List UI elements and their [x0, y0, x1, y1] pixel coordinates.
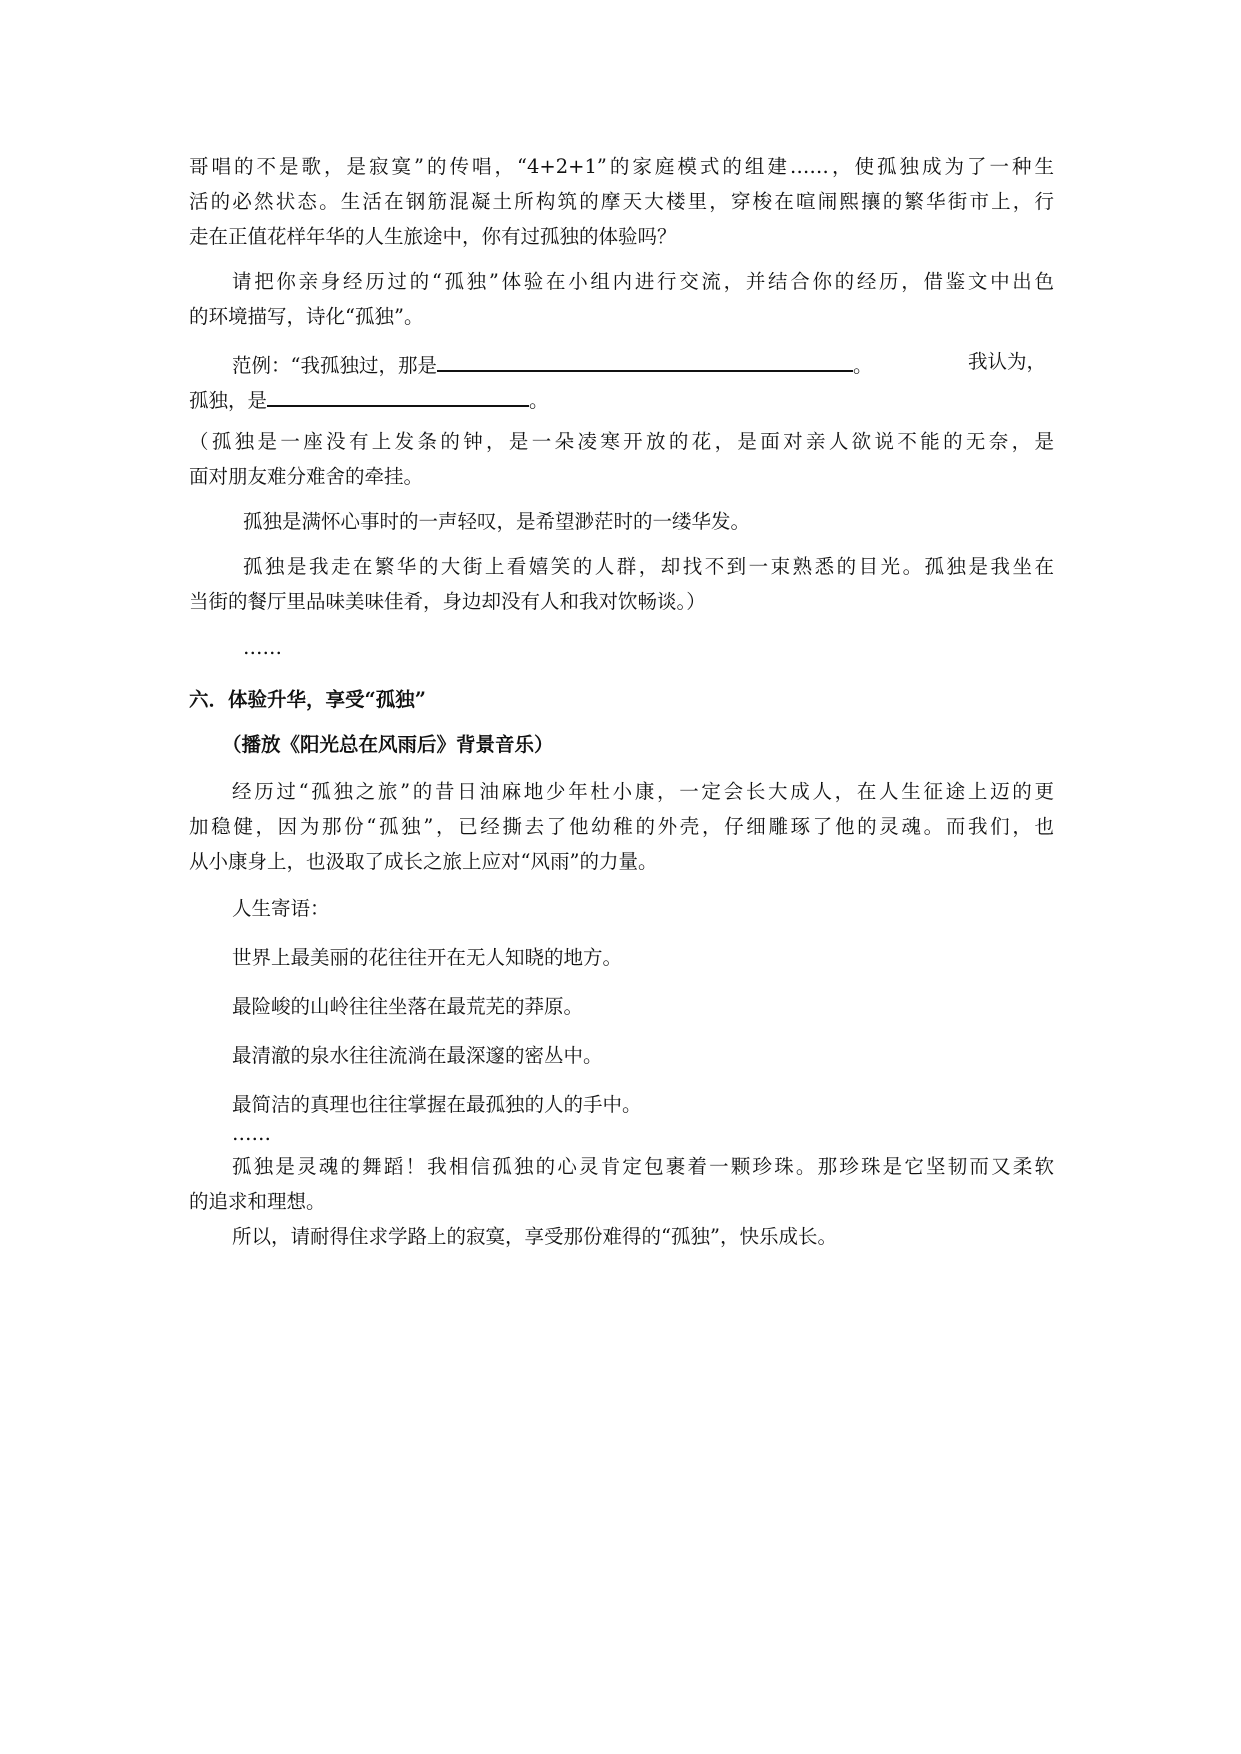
section5-ellipsis: ……: [243, 636, 282, 659]
example-blank-2[interactable]: [267, 385, 529, 407]
sample3-line-2: 当街的餐厅里品味美味佳肴，身边却没有人和我对饮畅谈。）: [189, 590, 706, 613]
motto-4: 最简洁的真理也往往掌握在最孤独的人的手中。: [232, 1093, 642, 1116]
closing-line-3: 所以，请耐得住求学路上的寂寞，享受那份难得的“孤独”，快乐成长。: [232, 1225, 837, 1248]
example-l2-prefix: 孤独，是: [189, 389, 268, 412]
example-think: 我认为，: [968, 350, 1047, 373]
para1-line-3: 从小康身上，也汲取了成长之旅上应对“风雨”的力量。: [189, 850, 658, 873]
section6-heading: 六．体验升华，享受“孤独”: [189, 688, 426, 711]
motto-label: 人生寄语：: [232, 897, 330, 920]
example-blank-1[interactable]: [437, 350, 853, 372]
section6-ellipsis: ……: [232, 1122, 271, 1145]
example-mid: 。: [852, 354, 873, 377]
closing-line-1: 孤独是灵魂的舞蹈！我相信孤独的心灵肯定包裹着一颗珍珠。那珍珠是它坚韧而又柔软: [232, 1155, 1054, 1178]
example-end: 。: [529, 389, 549, 412]
sample1-line-2: 面对朋友难分难舍的牵挂。: [189, 465, 424, 488]
music-note: （播放《阳光总在风雨后》背景音乐）: [222, 733, 554, 756]
para1-line-1: 经历过“孤独之旅”的昔日油麻地少年杜小康，一定会长大成人，在人生征途上迈的更: [232, 780, 1054, 803]
motto-1: 世界上最美丽的花往往开在无人知晓的地方。: [232, 946, 623, 969]
intro-line-1: 哥唱的不是歌，是寂寞”的传唱，“4+2+1”的家庭模式的组建……，使孤独成为了一种生: [189, 155, 1054, 178]
task-line-2: 的环境描写，诗化“孤独”。: [189, 305, 424, 328]
example-line-1: [232, 350, 873, 378]
sample2-line: 孤独是满怀心事时的一声轻叹，是希望渺茫时的一缕华发。: [243, 510, 751, 533]
sample1-line-1: （孤独是一座没有上发条的钟，是一朵凌寒开放的花，是面对亲人欲说不能的无奈，是: [189, 430, 1054, 453]
intro-line-3: 走在正值花样年华的人生旅途中，你有过孤独的体验吗？: [189, 225, 677, 248]
example-line-2: [189, 385, 549, 413]
sample3-line-1: 孤独是我走在繁华的大街上看嬉笑的人群，却找不到一束熟悉的目光。孤独是我坐在: [243, 555, 1054, 578]
para1-line-2: 加稳健，因为那份“孤独”，已经撕去了他幼稚的外壳，仔细雕琢了他的灵魂。而我们，也: [189, 815, 1054, 838]
motto-3: 最清澈的泉水往往流淌在最深邃的密丛中。: [232, 1044, 603, 1067]
task-line-1: 请把你亲身经历过的“孤独”体验在小组内进行交流，并结合你的经历，借鉴文中出色: [232, 270, 1054, 293]
intro-line-2: 活的必然状态。生活在钢筋混凝土所构筑的摩天大楼里，穿梭在喧闹熙攘的繁华街市上，行: [189, 190, 1054, 213]
closing-line-2: 的追求和理想。: [189, 1190, 326, 1213]
motto-2: 最险峻的山岭往往坐落在最荒芜的莽原。: [232, 995, 584, 1018]
example-prefix: 范例：“我孤独过，那是: [232, 354, 437, 377]
